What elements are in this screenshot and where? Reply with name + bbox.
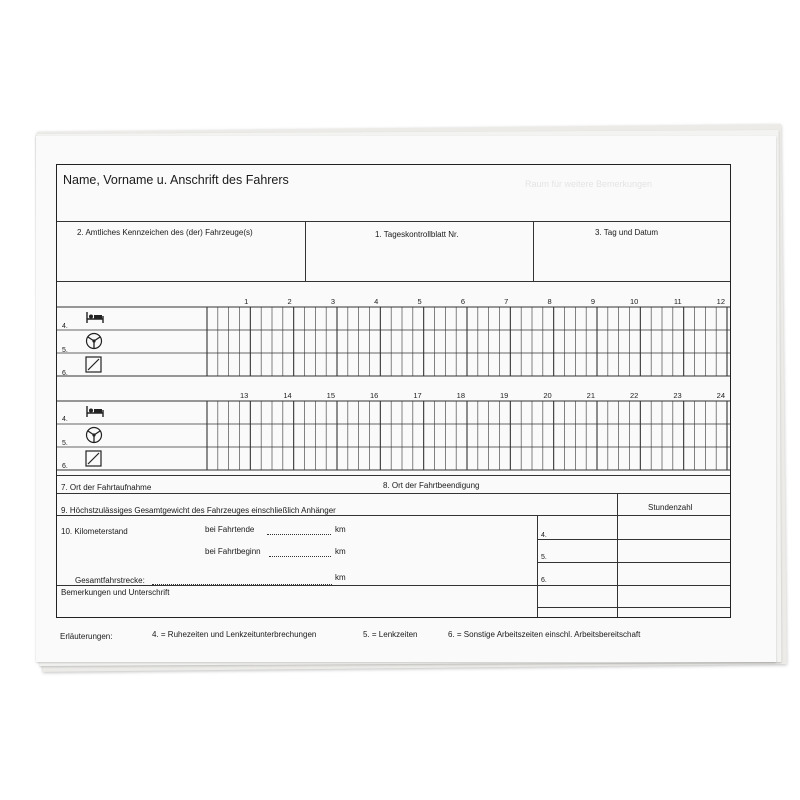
divider bbox=[57, 475, 730, 476]
total-distance-km-unit: km bbox=[335, 573, 346, 582]
row-number-other: 6. bbox=[62, 463, 68, 470]
divider bbox=[57, 585, 730, 586]
date-label: 3. Tag und Datum bbox=[595, 228, 659, 237]
hour-label: 23 bbox=[673, 391, 682, 400]
hours-total-label: Stundenzahl bbox=[648, 503, 693, 512]
bed-icon bbox=[85, 404, 105, 418]
divider bbox=[537, 515, 538, 617]
trip-start-label: bei Fahrtbeginn bbox=[205, 547, 261, 556]
log-sheet bbox=[36, 136, 776, 662]
daily-log-form bbox=[56, 164, 731, 618]
hour-label: 5 bbox=[417, 297, 422, 306]
legend-other: 6. = Sonstige Arbeitszeiten einschl. Arbeitsbereitschaft bbox=[448, 630, 641, 639]
bed-icon bbox=[85, 310, 105, 324]
hour-label: 6 bbox=[460, 297, 465, 306]
row-number-drive: 5. bbox=[62, 347, 68, 354]
row-number-other: 6. bbox=[62, 370, 68, 377]
hour-label: 13 bbox=[239, 391, 249, 400]
summary-row-number-rest: 4. bbox=[541, 532, 547, 539]
hour-label: 7 bbox=[504, 297, 509, 306]
start-place-label: 7. Ort der Fahrtaufnahme bbox=[61, 483, 152, 492]
hour-label: 3 bbox=[330, 297, 335, 306]
hour-label: 18 bbox=[456, 391, 465, 400]
faint-stamp-text: Raum für weitere Bemerkungen bbox=[525, 179, 653, 189]
hour-label: 22 bbox=[629, 391, 639, 400]
driver-name-label: Name, Vorname u. Anschrift des Fahrers bbox=[63, 173, 289, 187]
hour-label: 17 bbox=[413, 391, 422, 400]
hour-label: 14 bbox=[283, 391, 292, 400]
hour-label: 21 bbox=[586, 391, 595, 400]
hour-label: 12 bbox=[716, 297, 725, 306]
steering-wheel-icon bbox=[87, 428, 102, 443]
legend-drive: 5. = Lenkzeiten bbox=[363, 630, 418, 639]
weight-label: 9. Höchstzulässiges Gesamtgewicht des Fahrzeuges einschließlich Anhänger bbox=[61, 506, 336, 515]
trip-start-km-unit: km bbox=[335, 547, 346, 556]
steering-wheel-icon bbox=[87, 334, 102, 349]
remarks-label: Bemerkungen und Unterschrift bbox=[61, 588, 170, 597]
time-grid bbox=[57, 165, 730, 485]
row-number-rest: 4. bbox=[62, 416, 68, 423]
hour-label: 2 bbox=[287, 297, 292, 306]
hour-label: 9 bbox=[590, 297, 595, 306]
end-place-label: 8. Ort der Fahrtbeendigung bbox=[383, 481, 480, 490]
legend-title: Erläuterungen: bbox=[60, 632, 113, 641]
row-number-drive: 5. bbox=[62, 440, 68, 447]
row-number-rest: 4. bbox=[62, 323, 68, 330]
hour-label: 1 bbox=[244, 297, 249, 306]
hour-label: 10 bbox=[629, 297, 639, 306]
divider bbox=[537, 539, 730, 540]
plate-label: 2. Amtliches Kennzeichen des (der) Fahrzeuge(s) bbox=[77, 228, 253, 237]
trip-end-field[interactable] bbox=[267, 534, 331, 535]
hour-label: 4 bbox=[374, 297, 379, 306]
divider bbox=[537, 562, 730, 563]
hour-label: 24 bbox=[716, 391, 725, 400]
total-distance-label: Gesamtfahrstrecke: bbox=[75, 576, 145, 585]
divider bbox=[57, 493, 730, 494]
hour-label: 8 bbox=[547, 297, 552, 306]
work-hammer-icon bbox=[86, 357, 101, 372]
summary-row-number-other: 6. bbox=[541, 577, 547, 584]
trip-start-field[interactable] bbox=[269, 556, 331, 557]
hour-label: 11 bbox=[673, 297, 682, 306]
divider bbox=[617, 493, 618, 617]
trip-end-km-unit: km bbox=[335, 525, 346, 534]
summary-row-number-drive: 5. bbox=[541, 554, 547, 561]
hour-label: 15 bbox=[326, 391, 335, 400]
divider bbox=[57, 515, 730, 516]
divider bbox=[537, 607, 730, 608]
work-hammer-icon bbox=[86, 451, 101, 466]
trip-end-label: bei Fahrtende bbox=[205, 525, 255, 534]
hour-label: 19 bbox=[499, 391, 509, 400]
legend-rest: 4. = Ruhezeiten und Lenkzeitunterbrechungen bbox=[152, 630, 317, 639]
sheet-number-label: 1. Tageskontrollblatt Nr. bbox=[375, 230, 459, 239]
hour-label: 16 bbox=[369, 391, 379, 400]
odometer-label: 10. Kilometerstand bbox=[61, 527, 128, 536]
hour-label: 20 bbox=[543, 391, 552, 400]
